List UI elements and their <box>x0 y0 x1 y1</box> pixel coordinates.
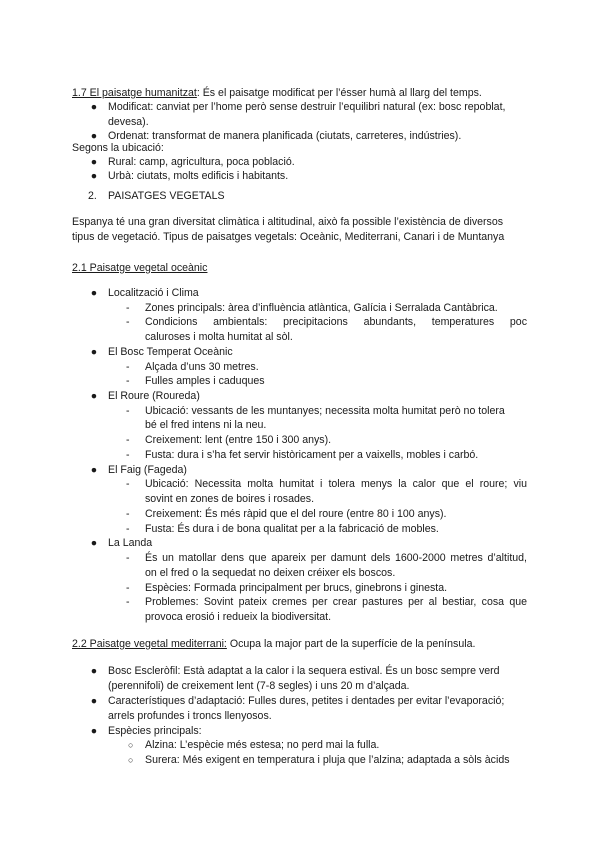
dash-icon: - <box>126 596 130 608</box>
circle-bullet-icon: ○ <box>128 740 134 750</box>
landa-label: La Landa <box>108 537 153 549</box>
faig-creixement: Creixement: És més ràpid que el del roure (entre 80 i 100 anys). <box>145 508 447 520</box>
localitzacio-condicions: Condicions ambientals: precipitacions abundants, temperatures poc <box>145 316 527 328</box>
especie-alzina: Alzina: L’espècie més estesa; no perd mai la fulla. <box>145 739 380 751</box>
circle-bullet-icon: ○ <box>128 755 134 765</box>
bullet-icon: ● <box>90 725 98 737</box>
dash-icon: - <box>126 375 130 387</box>
mediterrani-heading-line <box>72 637 475 652</box>
section-intro-line-1: Espanya té una gran diversitat climàtica i altitudinal, això fa possible l’existència de diversos <box>72 216 504 228</box>
bullet-icon: ● <box>90 464 98 476</box>
list-item-urba: Urbà: ciutats, molts edificis i habitants. <box>108 170 289 182</box>
dash-icon: - <box>126 523 130 535</box>
list-item-modificat: Modificat: canviat per l’home però sense destruir l’equilibri natural (ex: bosc repoblat, <box>108 101 506 113</box>
landa-problemes: Problemes: Sovint pateix cremes per crear pastures per al bestiar, cosa que <box>145 596 527 608</box>
bosc-sclerofil: Bosc Escleròfil: Està adaptat a la calor i la sequera estival. És un bosc sempre verd <box>108 665 500 677</box>
especie-surera: Surera: Més exigent en temperatura i pluja que l’alzina; adaptada a sòls àcids <box>145 754 510 766</box>
roure-ubicacio-cont: bé el fred intens ni la neu. <box>145 419 267 431</box>
bosc-sclerofil-cont: (perennifoli) de creixement lent (7-8 segles) i uns 20 m d’alçada. <box>108 680 410 692</box>
adaptacio-cont: arrels profundes i troncs llenyosos. <box>108 710 272 722</box>
dash-icon: - <box>126 449 130 461</box>
bullet-icon: ● <box>90 287 98 299</box>
landa-problemes-cont: provoca erosió i redueix la biodiversitat. <box>145 611 332 623</box>
dash-icon: - <box>126 302 130 314</box>
bullet-icon: ● <box>90 695 98 707</box>
dash-icon: - <box>126 582 130 594</box>
bosc-fulles: Fulles amples i caduques <box>145 375 265 387</box>
bullet-icon: ● <box>90 130 98 142</box>
section-title: PAISATGES VEGETALS <box>108 190 225 202</box>
bullet-icon: ● <box>90 101 98 113</box>
bosc-alcada: Alçada d’uns 30 metres. <box>145 361 259 373</box>
dash-icon: - <box>126 552 130 564</box>
mediterrani-heading: 2.2 Paisatge vegetal mediterrani: <box>72 638 227 650</box>
landa-descripcio: És un matollar dens que apareix per damunt dels 1600-2000 metres d’altitud, <box>145 552 527 564</box>
mediterrani-definition: Ocupa la major part de la superfície de la península. <box>226 638 476 650</box>
humanitzat-definition: : És el paisatge modificat per l’ésser humà al llarg del temps. <box>196 87 482 99</box>
bullet-icon: ● <box>90 390 98 402</box>
bullet-icon: ● <box>90 537 98 549</box>
roure-fusta: Fusta: dura i s’ha fet servir històricament per a vaixells, mobles i carbó. <box>145 449 479 461</box>
bullet-icon: ● <box>90 665 98 677</box>
faig-ubicacio: Ubicació: Necessita molta humitat i tolera menys la calor que el roure; viu <box>145 478 527 490</box>
bullet-icon: ● <box>90 156 98 168</box>
faig-label: El Faig (Fageda) <box>108 464 187 476</box>
humanitzat-heading: 1.7 El paisatge humanitzat <box>72 87 197 99</box>
dash-icon: - <box>126 361 130 373</box>
localitzacio-label: Localització i Clima <box>108 287 199 299</box>
localitzacio-zones: Zones principals: àrea d’influència atlàntica, Galícia i Serralada Cantàbrica. <box>145 302 498 314</box>
list-item-rural: Rural: camp, agricultura, poca població. <box>108 156 295 168</box>
dash-icon: - <box>126 434 130 446</box>
ubicacio-label: Segons la ubicació: <box>72 142 164 154</box>
dash-icon: - <box>126 508 130 520</box>
bullet-icon: ● <box>90 346 98 358</box>
oceanic-heading: 2.1 Paisatge vegetal oceànic <box>72 262 208 274</box>
localitzacio-condicions-cont: caluroses i molta humitat al sòl. <box>145 331 293 343</box>
list-item-ordenat: Ordenat: transformat de manera planificada (ciutats, carreteres, indústries). <box>108 130 462 142</box>
section-number: 2. <box>88 190 97 202</box>
landa-especies: Espècies: Formada principalment per brucs, ginebrons i ginesta. <box>145 582 448 594</box>
faig-fusta: Fusta: És dura i de bona qualitat per a la fabricació de mobles. <box>145 523 439 535</box>
list-item-modificat-cont: devesa). <box>108 116 149 128</box>
dash-icon: - <box>126 316 130 328</box>
bullet-icon: ● <box>90 170 98 182</box>
especies-label: Espècies principals: <box>108 725 202 737</box>
roure-ubicacio: Ubicació: vessants de les muntanyes; necessita molta humitat però no tolera <box>145 405 505 417</box>
bosc-label: El Bosc Temperat Oceànic <box>108 346 233 358</box>
dash-icon: - <box>126 478 130 490</box>
roure-label: El Roure (Roureda) <box>108 390 200 402</box>
dash-icon: - <box>126 405 130 417</box>
faig-ubicacio-cont: sovint en zones de boires i rosades. <box>145 493 315 505</box>
roure-creixement: Creixement: lent (entre 150 i 300 anys). <box>145 434 332 446</box>
adaptacio: Característiques d’adaptació: Fulles dures, petites i dentades per evitar l’evaporació; <box>108 695 505 707</box>
humanitzat-heading-line <box>72 86 482 101</box>
landa-descripcio-cont: on el fred o la sequedat no deixen créixer els boscos. <box>145 567 396 579</box>
section-intro-line-2: tipus de vegetació. Tipus de paisatges vegetals: Oceànic, Mediterrani, Canari i de Muntanya <box>72 231 505 243</box>
